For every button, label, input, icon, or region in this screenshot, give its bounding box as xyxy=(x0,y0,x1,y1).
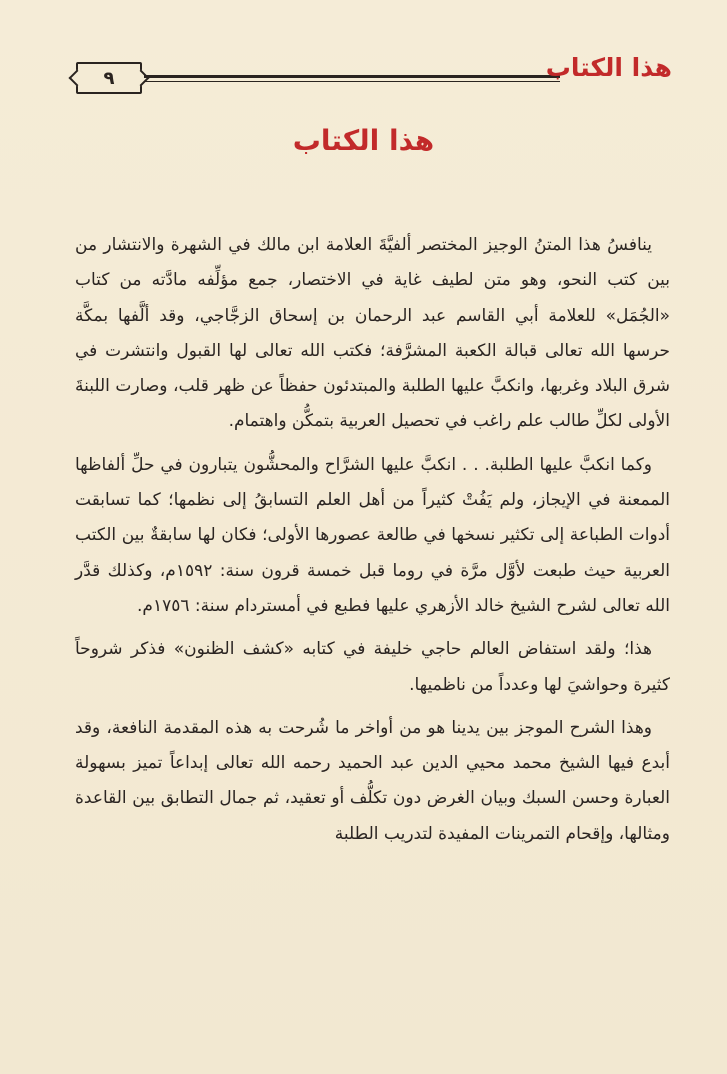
paragraph-4: وهذا الشرح الموجز بين يدينا هو من أواخر ما شُرحت به هذه المقدمة النافعة، وقد أبدع فيها الشيخ محمد محيي الدين عبد الحميد رحمه الله تعالى إبداعاً تميز بسهولة العبارة وحسن السبك وبيان الغرض دون تكلُّف أو تعقيد، ثم جمال التطابق بين القاعدة ومثالها، وإقحام التمرينات المفيدة لتدريب الطلبة xyxy=(75,717,670,844)
paragraph-3: هذا؛ ولقد استفاض العالم حاجي خليفة في كتابه «كشف الظنون» فذكر شروحاً كثيرة وحواشيَ لها وعدداً من ناظميها. xyxy=(75,639,670,695)
body-text xyxy=(75,228,670,860)
header-rule-bottom xyxy=(144,81,560,82)
paragraph-1: ينافسُ هذا المتنُ الوجيز المختصر ألفيَّةَ العلامة ابن مالك في الشهرة والانتشار من بين كتب النحو، وهو متن لطيف غاية في الاختصار، جمع مؤلِّفه مادَّته من كتاب «الجُمَل» للعلامة أبي القاسم عبد الرحمان بن إسحاق الزجَّاجي، وقد ألَّفها بمكَّة حرسها الله تعالى قبالة الكعبة المشرَّفة؛ فكتب الله تعالى لها القبول وانتشرت في شرق البلاد وغربها، وانكبَّ عليها الطلبة والمبتدئون حفظاً عن ظهر قلب، وصارت اللبنةَ الأولى لكلِّ طالب علم راغب في تحصيل العربية بتمكُّن واهتمام. xyxy=(75,235,670,432)
page-number-label: ٩ xyxy=(103,67,115,89)
page-number xyxy=(76,62,142,94)
header-rule-top xyxy=(144,75,560,78)
running-title: هذا الكتاب xyxy=(545,53,672,82)
page-header xyxy=(72,52,672,92)
page-title: هذا الكتاب xyxy=(292,124,435,157)
paragraph-2: وكما انكبَّ عليها الطلبة. . . انكبَّ عليها الشرَّاح والمحشُّون يتبارون في حلِّ ألفاظها الممعنة في الإيجاز، ولم يَفُتْ كثيراً من أهل العلم التسابقُ إلى نظمها؛ كما تسابقت أدوات الطباعة إلى تكثير نسخها في طالعة عصورها الأولى؛ فكان لها سابقةٌ بين الكتب العربية حيث طبعت لأوَّل مرَّة في روما قبل خمسة قرون سنة: ١٥٩٢م، وكذلك قدَّر الله تعالى لشرح الشيخ خالد الأزهري عليها فطبع في أمستردام سنة: ١٧٥٦م. xyxy=(75,454,670,616)
